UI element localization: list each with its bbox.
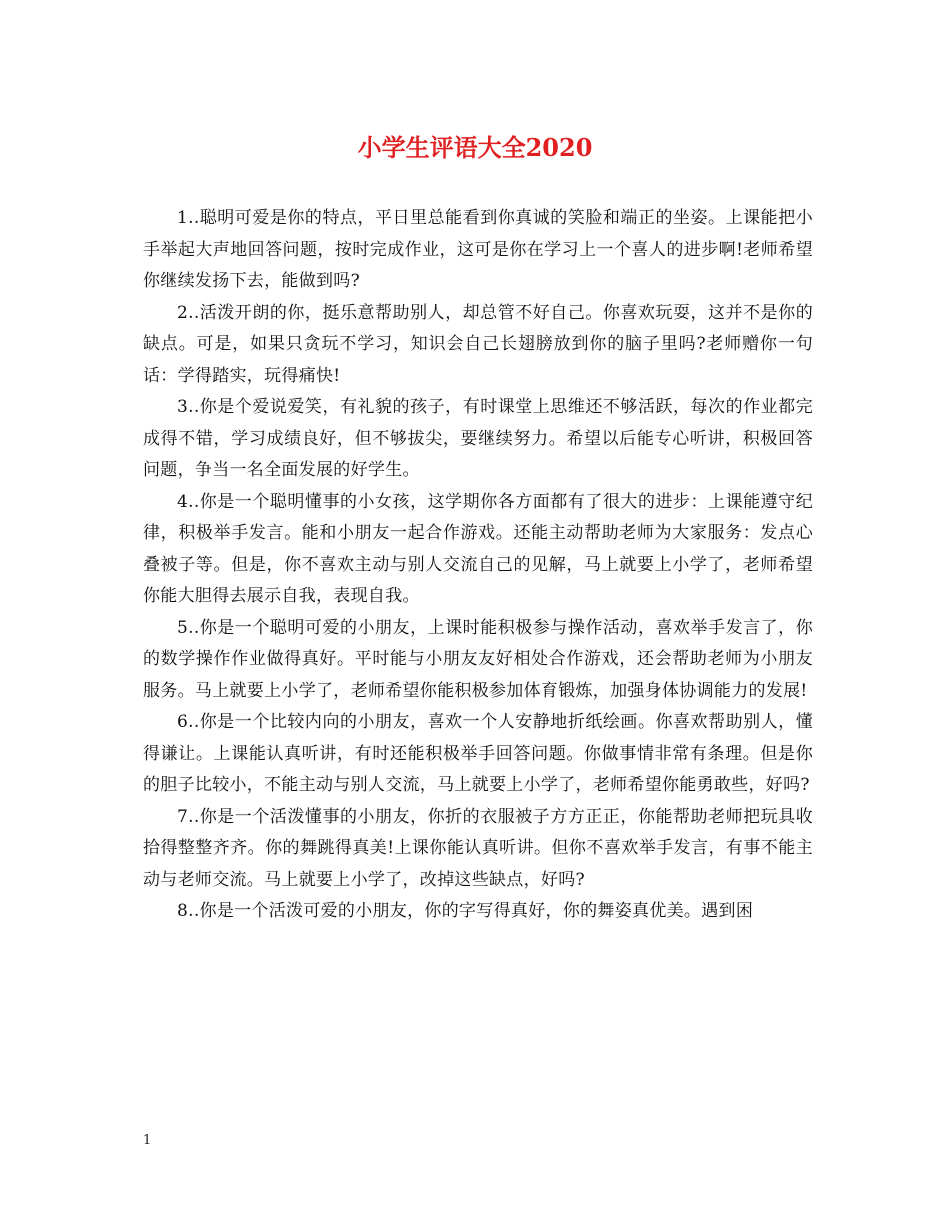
paragraph-4: 4..你是一个聪明懂事的小女孩，这学期你各方面都有了很大的进步：上课能遵守纪律，积极举手发言。能和小朋友一起合作游戏。还能主动帮助老师为大家服务：发点心叠被子等。但是，你不喜欢主动与别人交流自己的见解，马上就要上小学了，老师希望你能大胆得去展示自我，表现自我。 [143, 491, 813, 606]
paragraph-1: 1..聪明可爱是你的特点，平日里总能看到你真诚的笑脸和端正的坐姿。上课能把小手举起大声地回答问题，按时完成作业，这可是你在学习上一个喜人的进步啊!老师希望你继续发扬下去，能做到吗? [143, 208, 813, 291]
paragraph-3: 3..你是个爱说爱笑，有礼貌的孩子，有时课堂上思维还不够活跃，每次的作业都完成得不错，学习成绩良好，但不够拔尖，要继续努力。希望以后能专心听讲，积极回答问题，争当一名全面发展的好学生。 [143, 397, 813, 480]
document-title: 小学生评语大全2020 [357, 133, 593, 162]
paragraph-7: 7..你是一个活泼懂事的小朋友，你折的衣服被子方方正正，你能帮助老师把玩具收拾得整整齐齐。你的舞跳得真美!上课你能认真听讲。但你不喜欢举手发言，有事不能主动与老师交流。马上就要上小学了，改掉这些缺点，好吗? [143, 806, 813, 890]
paragraph-6: 6..你是一个比较内向的小朋友，喜欢一个人安静地折纸绘画。你喜欢帮助别人，懂得谦让。上课能认真听讲，有时还能积极举手回答问题。你做事情非常有条理。但是你的胆子比较小，不能主动与别人交流，马上就要上小学了，老师希望你能勇敢些，好吗? [143, 712, 813, 795]
paragraph-5: 5..你是一个聪明可爱的小朋友，上课时能积极参与操作活动，喜欢举手发言了，你的数学操作作业做得真好。平时能与小朋友友好相处合作游戏，还会帮助老师为小朋友服务。马上就要上小学了，老师希望你能积极参加体育锻炼，加强身体协调能力的发展! [143, 617, 813, 701]
page-number: 1 [143, 1133, 152, 1148]
document-body [143, 203, 813, 928]
paragraph-2: 2..活泼开朗的你，挺乐意帮助别人，却总管不好自己。你喜欢玩耍，这并不是你的缺点。可是，如果只贪玩不学习，知识会自己长翅膀放到你的脑子里吗?老师赠你一句话：学得踏实，玩得痛快! [143, 302, 813, 386]
paragraph-8: 8..你是一个活泼可爱的小朋友，你的字写得真好，你的舞姿真优美。遇到困 [177, 901, 754, 921]
